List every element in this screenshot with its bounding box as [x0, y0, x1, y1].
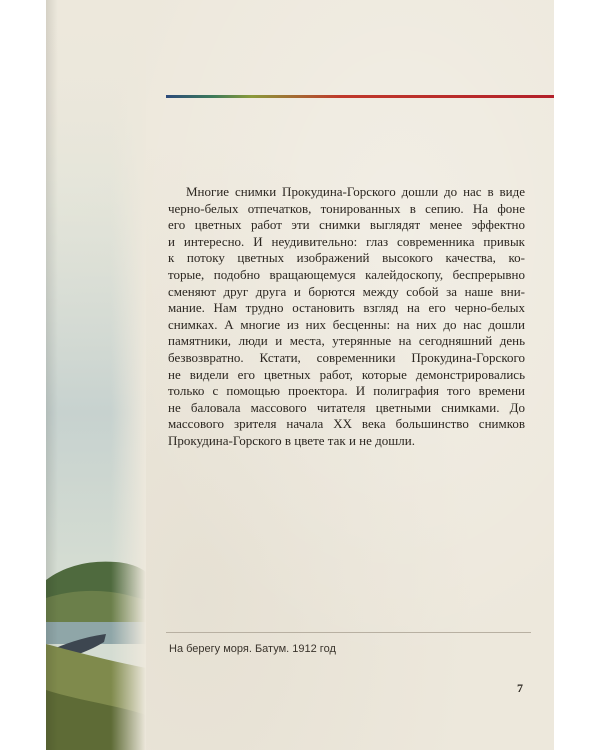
text-line: к потоку цветных изображений высокого качества, ко-: [168, 250, 525, 266]
text-line: не баловала массового читателя цветными снимками. До: [168, 399, 525, 415]
text-line: Многие снимки Прокудина-Горского дошли до нас в виде: [186, 184, 525, 199]
text-line: и интересно. И неудивительно: глаз современника привык: [168, 233, 525, 249]
color-gradient-rule: [166, 95, 554, 98]
text-line: Прокудина-Горского в цвете так и не дошли.: [168, 432, 415, 448]
text-line: не видели его цветных работ, которые демонстрировались: [168, 366, 525, 382]
book-page: [46, 0, 554, 750]
text-line: снимках. А многие из них бесценны: на них до нас дошли: [168, 316, 525, 332]
page-spine-shadow: [46, 0, 58, 750]
text-line: памятники, люди и места, утерянные на сегодняшний день: [168, 333, 525, 349]
text-line: его цветных работ эти снимки выглядят менее эффектно: [168, 217, 525, 233]
page-number: 7: [517, 681, 523, 695]
body-paragraph: [168, 184, 525, 450]
text-line: массового зрителя начала XX века большинство снимков: [168, 416, 525, 432]
text-line: только с помощью проектора. И полиграфия того времени: [168, 383, 525, 399]
text-line: сменяют друг друга и борются между собой за наше вни-: [168, 283, 525, 299]
text-line: торые, подобно вращающемуся калейдоскопу, беспрерывно: [168, 266, 525, 282]
coastal-photo-strip: [46, 0, 146, 750]
photo-caption: На берегу моря. Батум. 1912 год: [169, 643, 336, 655]
batum-seashore-photo: [46, 0, 146, 750]
text-line: безвозвратно. Кстати, современники Прокудина-Горского: [168, 349, 525, 365]
caption-divider: [166, 632, 531, 633]
text-line: мание. Нам трудно остановить взгляд на его черно-белых: [168, 300, 525, 316]
text-line: черно-белых отпечатков, тонированных в сепию. На фоне: [168, 200, 525, 216]
